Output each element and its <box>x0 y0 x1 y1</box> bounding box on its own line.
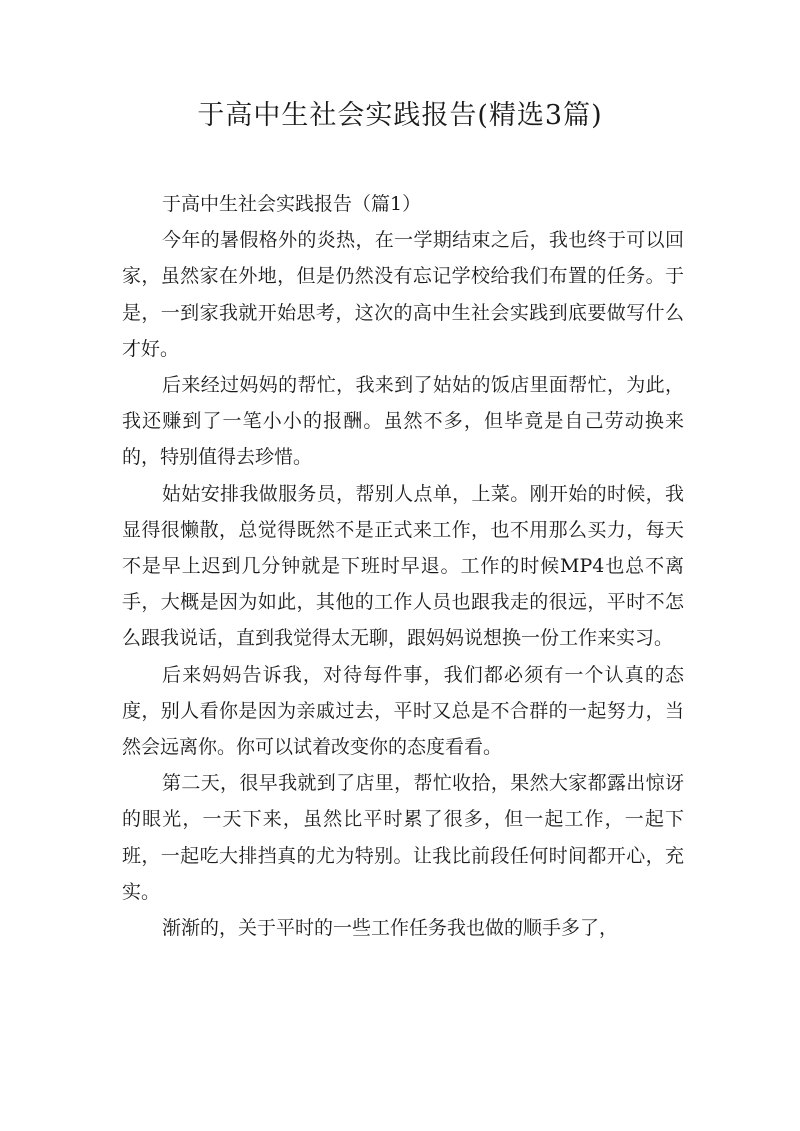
document-body <box>122 186 684 946</box>
document-title: 于高中生社会实践报告(精选3篇) <box>197 100 603 131</box>
paragraph-3: 姑姑安排我做服务员，帮别人点单，上菜。刚开始的时候，我显得很懒散，总觉得既然不是正式来工作，也不用那么买力，每天不是早上迟到几分钟就是下班时早退。工作的时候MP4也总不离手，大概是因为如此，其他的工作人员也跟我走的很远，平时不怎么跟我说话，直到我觉得太无聊，跟妈妈说想换一份工作来实习。 <box>122 482 684 650</box>
section-heading: 于高中生社会实践报告（篇1） <box>162 193 422 215</box>
paragraph-1: 今年的暑假格外的炎热，在一学期结束之后，我也终于可以回家，虽然家在外地，但是仍然没有忘记学校给我们布置的任务。于是，一到家我就开始思考，这次的高中生社会实践到底要做写什么才好。 <box>122 229 684 360</box>
paragraph-4: 后来妈妈告诉我，对待每件事，我们都必须有一个认真的态度，别人看你是因为亲戚过去，平时又总是不合群的一起努力，当然会远离你。你可以试着改变你的态度看看。 <box>122 663 684 759</box>
paragraph-5: 第二天，很早我就到了店里，帮忙收拾，果然大家都露出惊讶的眼光，一天下来，虽然比平时累了很多，但一起工作，一起下班，一起吃大排挡真的尤为特别。让我比前段任何时间都开心，充实。 <box>122 772 684 903</box>
paragraph-6: 渐渐的，关于平时的一些工作任务我也做的顺手多了， <box>162 917 619 940</box>
paragraph-2: 后来经过妈妈的帮忙，我来到了姑姑的饭店里面帮忙，为此，我还赚到了一笔小小的报酬。虽然不多，但毕竟是自己劳动换来的，特别值得去珍惜。 <box>122 374 684 469</box>
